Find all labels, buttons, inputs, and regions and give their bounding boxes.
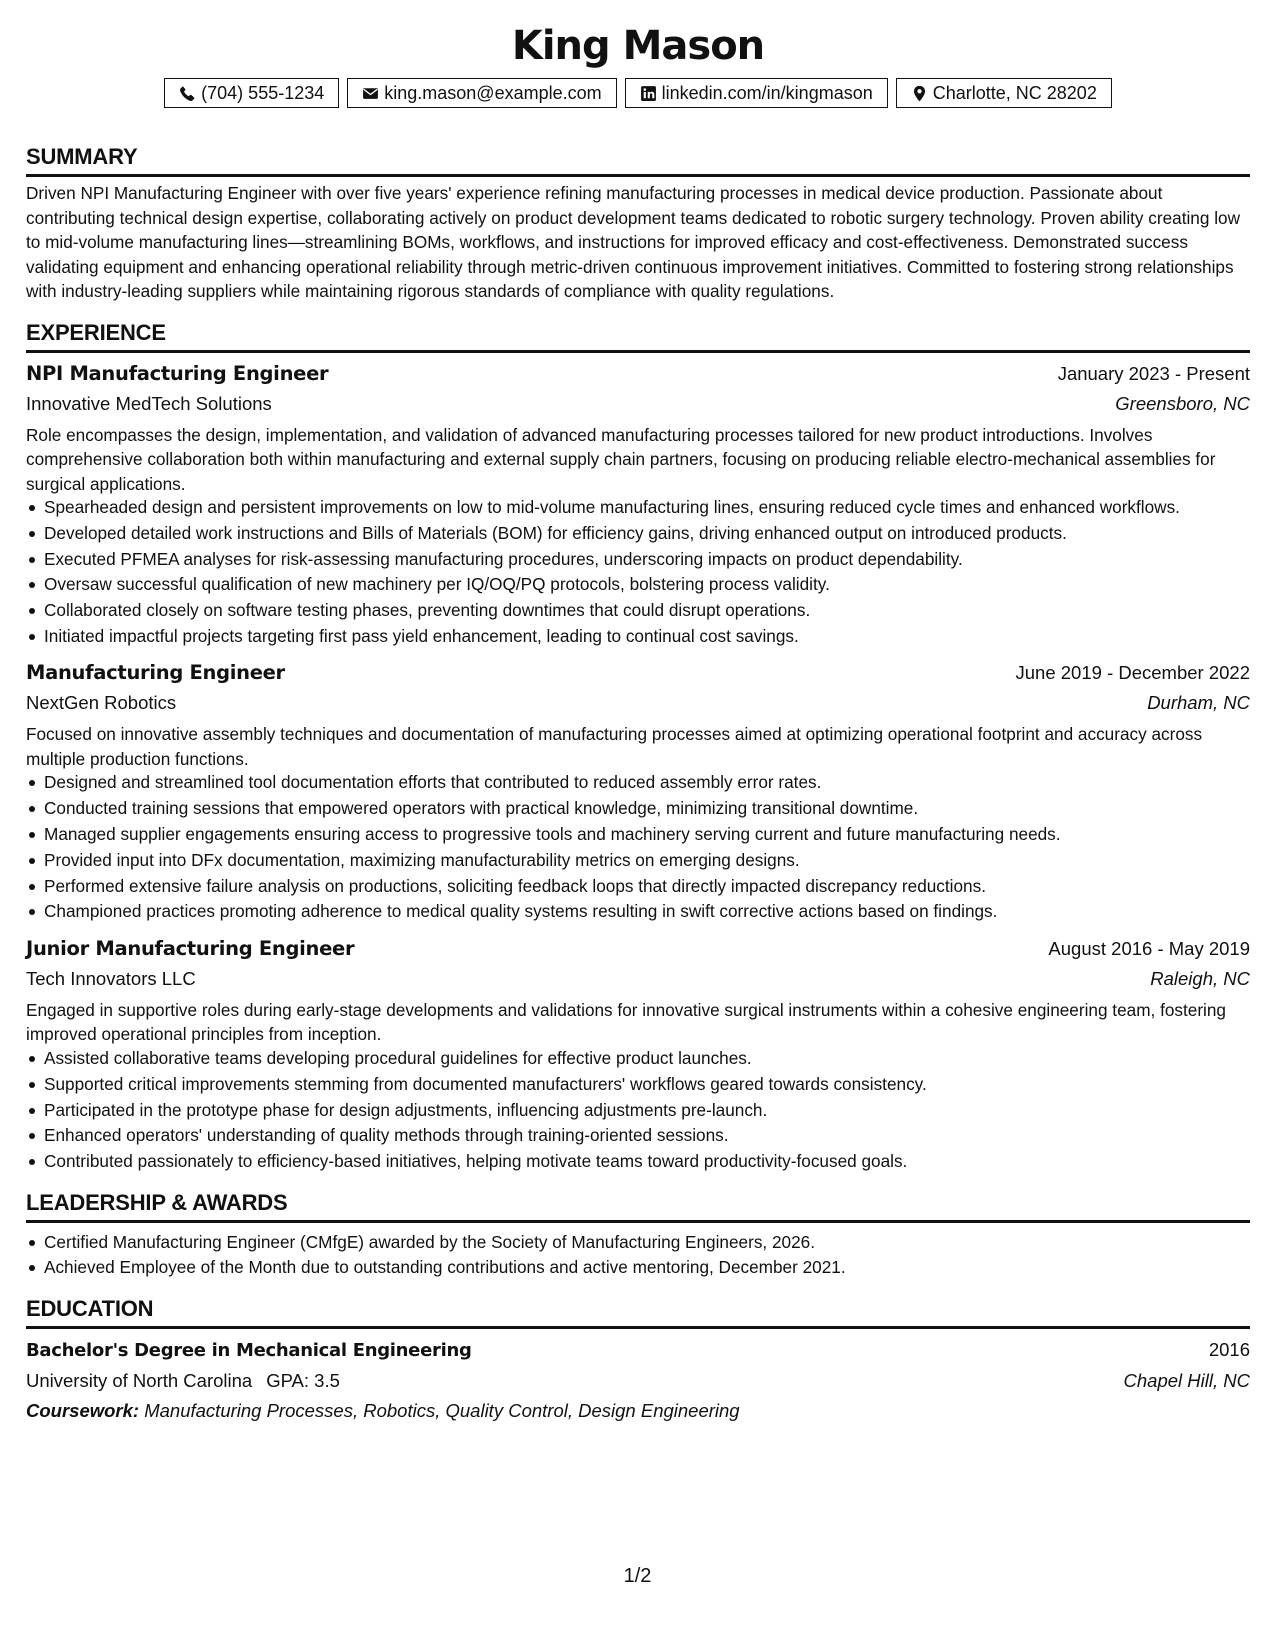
contact-linkedin-text: linkedin.com/in/kingmason: [661, 82, 873, 103]
list-item: Assisted collaborative teams developing procedural guidelines for effective product launches.: [44, 1047, 1250, 1071]
contact-email[interactable]: [347, 78, 616, 108]
list-item: Initiated impactful projects targeting first pass yield enhancement, leading to continual cost savings.: [44, 625, 1250, 649]
list-item: Provided input into DFx documentation, maximizing manufacturability metrics on emerging designs.: [44, 849, 1250, 873]
job-location: Durham, NC: [1147, 692, 1250, 714]
job-dates: June 2019 - December 2022: [1015, 662, 1250, 684]
school-name: University of North Carolina: [26, 1369, 253, 1391]
candidate-name: King Mason: [511, 23, 765, 69]
list-item: Achieved Employee of the Month due to outstanding contributions and active mentoring, December 2021.: [44, 1256, 1250, 1280]
list-item: Conducted training sessions that empowered operators with practical knowledge, minimizing transitional downtime.: [44, 797, 1250, 821]
resume-page: [26, 20, 1250, 1426]
envelope-icon: [362, 85, 379, 102]
contact-bar: [26, 78, 1250, 108]
coursework-line: [26, 1396, 1250, 1426]
list-item: Spearheaded design and persistent improvements on low to mid-volume manufacturing lines, ensuring reduced cycle times and enhanced workflows.: [44, 496, 1250, 520]
education-section: [26, 1296, 1250, 1426]
contact-email-text: king.mason@example.com: [384, 82, 602, 103]
job-entry: [26, 359, 1250, 649]
list-item: Executed PFMEA analyses for risk-assessing manufacturing procedures, underscoring impacts on product dependability.: [44, 548, 1250, 572]
job-title: Junior Manufacturing Engineer: [26, 936, 355, 960]
job-company: Innovative MedTech Solutions: [26, 392, 272, 414]
job-location: Greensboro, NC: [1115, 392, 1250, 414]
list-item: Certified Manufacturing Engineer (CMfgE) awarded by the Society of Manufacturing Engineers, 2026.: [44, 1231, 1250, 1255]
phone-icon: [179, 85, 196, 102]
section-title-awards: LEADERSHIP & AWARDS: [26, 1190, 1250, 1223]
section-title-education: EDUCATION: [26, 1296, 1250, 1329]
contact-linkedin[interactable]: [625, 78, 888, 108]
job-entry: [26, 934, 1250, 1174]
school-location: Chapel Hill, NC: [1123, 1369, 1250, 1391]
list-item: Performed extensive failure analysis on productions, soliciting feedback loops that directly impacted discrepancy reductions.: [44, 875, 1250, 899]
summary-section: [26, 144, 1250, 304]
job-bullets: [26, 1047, 1250, 1174]
contact-phone-text: (704) 555-1234: [201, 82, 325, 103]
coursework-label: Coursework:: [26, 1399, 140, 1421]
graduation-year: 2016: [1208, 1338, 1250, 1360]
contact-phone[interactable]: [164, 78, 339, 108]
awards-section: [26, 1190, 1250, 1280]
map-pin-icon: [911, 85, 928, 102]
linkedin-icon: [640, 85, 657, 102]
section-title-experience: EXPERIENCE: [26, 320, 1250, 353]
job-bullets: [26, 771, 1250, 923]
job-title: Manufacturing Engineer: [26, 661, 285, 685]
job-dates: January 2023 - Present: [1057, 362, 1250, 384]
list-item: Enhanced operators' understanding of quality methods through training-oriented sessions.: [44, 1124, 1250, 1148]
list-item: Championed practices promoting adherence to medical quality systems resulting in swift corrective actions based on findings.: [44, 900, 1250, 924]
list-item: Collaborated closely on software testing phases, preventing downtimes that could disrupt operations.: [44, 599, 1250, 623]
degree-title: Bachelor's Degree in Mechanical Engineering: [26, 1339, 472, 1361]
section-title-summary: SUMMARY: [26, 144, 1250, 177]
list-item: Participated in the prototype phase for design adjustments, influencing adjustments pre-launch.: [44, 1099, 1250, 1123]
contact-location[interactable]: [896, 78, 1112, 108]
coursework-text: Manufacturing Processes, Robotics, Quality Control, Design Engineering: [144, 1399, 740, 1421]
awards-list: [26, 1231, 1250, 1280]
job-entry: [26, 658, 1250, 923]
list-item: Designed and streamlined tool documentation efforts that contributed to reduced assembly error rates.: [44, 771, 1250, 795]
experience-section: [26, 320, 1250, 1174]
job-title: NPI Manufacturing Engineer: [26, 361, 329, 385]
gpa-value: GPA: 3.5: [266, 1369, 340, 1391]
job-description: Focused on innovative assembly techniques and documentation of manufacturing processes aimed at optimizing operational footprint and accuracy across multiple production functions.: [26, 724, 1203, 769]
job-location: Raleigh, NC: [1150, 967, 1250, 989]
job-company: Tech Innovators LLC: [26, 967, 196, 989]
job-company: NextGen Robotics: [26, 692, 177, 714]
job-description: Role encompasses the design, implementation, and validation of advanced manufacturing processes tailored for new product introductions. Involves comprehensive collaboration both within manufacturing and external supply chain partners, focusing on producing reliable electro-mechanical assemblies for surgical applications.: [26, 424, 1216, 494]
job-dates: August 2016 - May 2019: [1048, 937, 1250, 959]
list-item: Developed detailed work instructions and Bills of Materials (BOM) for efficiency gains, driving enhanced output on introduced products.: [44, 522, 1250, 546]
page-number: 1/2: [623, 1565, 652, 1587]
job-description: Engaged in supportive roles during early-stage developments and validations for innovative surgical instruments within a cohesive engineering team, fostering improved operational principles from inception.: [26, 999, 1226, 1045]
job-bullets: [26, 496, 1250, 648]
contact-location-text: Charlotte, NC 28202: [932, 82, 1097, 103]
list-item: Supported critical improvements stemming from documented manufacturers' workflows geared towards consistency.: [44, 1073, 1250, 1097]
list-item: Contributed passionately to efficiency-based initiatives, helping motivate teams toward productivity-focused goals.: [44, 1150, 1250, 1174]
summary-text: Driven NPI Manufacturing Engineer with over five years' experience refining manufacturing processes in medical device production. Passionate about contributing technical design expertise, collaborating actively on product development teams dedicated to robotic surgery technology. Proven ability creating low to mid-volume manufacturing lines—streamlining BOMs, workflows, and instructions for improved efficacy and cost-effectiveness. Demonstrated success validating equipment and enhancing operational reliability through metric-driven continuous improvement initiatives. Committed to fostering strong relationships with industry-leading suppliers while maintaining rigorous standards of compliance with quality regulations.: [26, 183, 1240, 301]
list-item: Managed supplier engagements ensuring access to progressive tools and machinery serving current and future manufacturing needs.: [44, 823, 1250, 847]
list-item: Oversaw successful qualification of new machinery per IQ/OQ/PQ protocols, bolstering process validity.: [44, 573, 1250, 597]
